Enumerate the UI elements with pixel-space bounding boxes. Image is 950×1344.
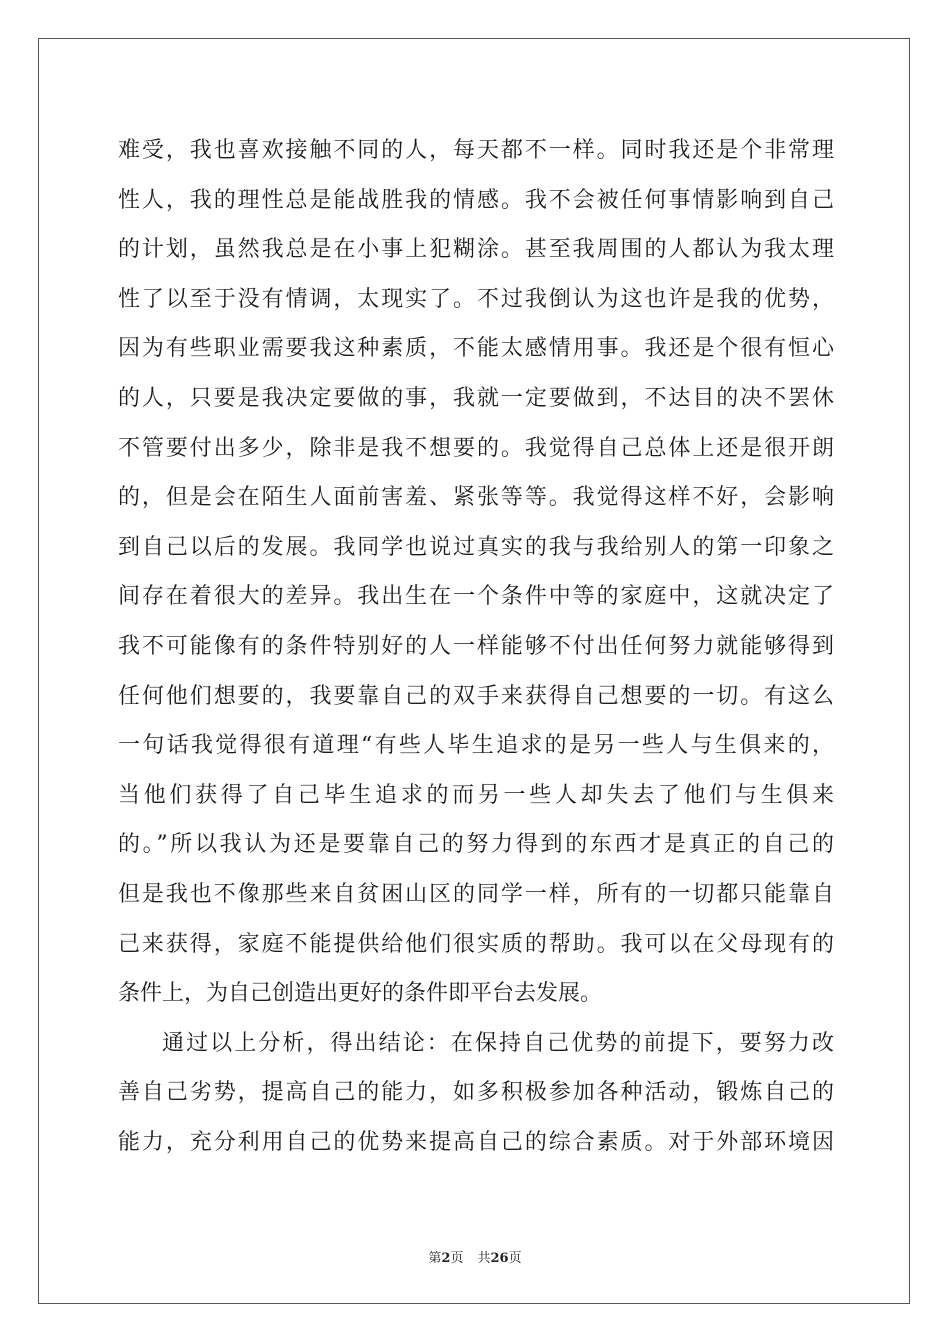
text-line: 我不可能像有的条件特别好的人一样能够不付出任何努力就能够得到	[118, 633, 834, 659]
text-line: 间存在着很大的差异。我出生在一个条件中等的家庭中，这就决定了	[118, 584, 834, 610]
total-page-count: 26	[490, 1251, 509, 1266]
text-line: 到自己以后的发展。我同学也说过真实的我与我给别人的第一印象之	[118, 534, 834, 560]
text-line: 的。”所以我认为还是要靠自己的努力得到的东西才是真正的自己的	[118, 832, 834, 858]
text-line: 当他们获得了自己毕生追求的而另一些人却失去了他们与生俱来	[118, 782, 834, 808]
text-line: 任何他们想要的，我要靠自己的双手来获得自己想要的一切。有这么	[118, 683, 834, 709]
current-page-number: 2	[441, 1251, 451, 1266]
text-line: 的，但是会在陌生人面前害羞、紧张等等。我觉得这样不好，会影响	[118, 485, 834, 511]
body-text	[118, 126, 834, 1167]
text-line: 因为有些职业需要我这种素质，不能太感情用事。我还是个很有恒心	[118, 336, 834, 362]
footer-total-prefix: 共	[477, 1251, 491, 1266]
text-line: 己来获得，家庭不能提供给他们很实质的帮助。我可以在父母现有的	[118, 931, 834, 957]
footer-prefix: 第	[428, 1251, 442, 1266]
paragraph-start-line: 通过以上分析，得出结论：在保持自己优势的前提下，要努力改	[162, 1030, 834, 1056]
text-line: 善自己劣势，提高自己的能力，如多积极参加各种活动，锻炼自己的	[118, 1080, 834, 1106]
page-footer	[0, 1247, 950, 1266]
text-line: 性了以至于没有情调，太现实了。不过我倒认为这也许是我的优势，	[118, 286, 834, 312]
text-line: 的人，只要是我决定要做的事，我就一定要做到，不达目的决不罢休	[118, 385, 834, 411]
footer-page-suffix: 页	[450, 1251, 464, 1266]
footer-total-suffix: 页	[508, 1251, 522, 1266]
text-line: 的计划，虽然我总是在小事上犯糊涂。甚至我周围的人都认为我太理	[118, 237, 834, 263]
text-line: 不管要付出多少，除非是我不想要的。我觉得自己总体上还是很开朗	[118, 435, 834, 461]
paragraph-end-line: 条件上，为自己创造出更好的条件即平台去发展。	[118, 981, 603, 1007]
text-line: 一句话我觉得很有道理“有些人毕生追求的是另一些人与生俱来的，	[118, 733, 834, 759]
text-line: 难受，我也喜欢接触不同的人，每天都不一样。同时我还是个非常理	[118, 138, 834, 163]
text-line: 能力，充分利用自己的优势来提高自己的综合素质。对于外部环境因	[118, 1129, 834, 1155]
text-line: 性人，我的理性总是能战胜我的情感。我不会被任何事情影响到自己	[118, 187, 834, 213]
text-line: 但是我也不像那些来自贫困山区的同学一样，所有的一切都只能靠自	[118, 881, 834, 907]
